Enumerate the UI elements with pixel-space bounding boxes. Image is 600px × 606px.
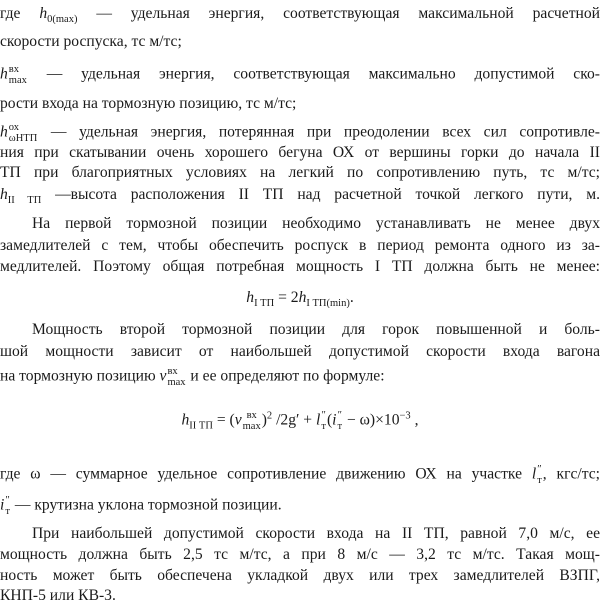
text-line: КНП-5 или КВ-3.: [0, 587, 116, 604]
symbol: h: [0, 65, 8, 83]
text-line: мощность должна быть 2,5 тс м/тс, а при 8 м/с — 3,2 тс м/тс. Такая мощ-: [0, 546, 600, 563]
text-line: где $h_{0(max)}$ — удельная энергия, соответствующая максимальной расчетной: [0, 5, 600, 24]
text-line: замедлителей с тем, чтобы обеспечить роспуск в период ремонта одного из за-: [0, 237, 600, 254]
text-line: i ″ т — крутизна уклона тормозной позиции.: [0, 495, 282, 517]
symbol: l: [531, 465, 537, 483]
symbol: i: [0, 496, 5, 514]
text-line: рости входа на тормозную позицию, тс м/тс;: [0, 95, 297, 112]
text-line: При наибольшей допустимой скорости входа на II ТП, равной 7,0 м/с, ее: [32, 525, 600, 542]
symbol: h: [0, 186, 8, 203]
text-line: медлителей. Поэтому общая потребная мощность I ТП должна быть не менее:: [0, 258, 600, 275]
text-line: ния при скатывании очень хорошего бегуна ОХ от вершины горки до начала II: [0, 144, 600, 161]
text-line: на тормозную позицию v вх max и ее определяют по формуле:: [0, 366, 385, 388]
text-line: h ох ωНТП — удельная энергия, потерянная при преодолении всех сил сопротивле-: [0, 122, 600, 144]
formula-1: $h_{I ТП} = 2h_{I ТП(min)}$.: [246, 289, 354, 308]
text-line: шой мощности зависит от наибольшей допустимой скорости входа вагона: [0, 343, 600, 360]
symbol: h: [0, 123, 8, 141]
symbol: h: [39, 5, 48, 22]
text-line: Мощность второй тормозной позиции для горок повышенной и боль-: [32, 321, 600, 338]
text-line: где ω — суммарное удельное сопротивление движению ОХ на участке l ″ т , кгс/тс;: [0, 464, 600, 486]
formula-2: $h_{II ТП} = (v$ вх max )$^2$ /2g′ + l ″ т (i ″ т − $\omega)\times 10^{-3}$ ,: [181, 410, 419, 432]
text-line: На первой тормозной позиции необходимо устанавливать не менее двух: [32, 215, 600, 232]
text-line: h вх max — удельная энергия, соответствующая максимально допустимой ско-: [0, 64, 600, 86]
text-line: $h_{II ТП}$ —высота расположения II ТП над расчетной точкой легкого пути, м.: [0, 186, 600, 205]
text-line: ность может быть обеспечена укладкой двух или трех замедлителей ВЗПГ,: [0, 567, 600, 584]
text-line: скорости роспуска, тс м/тс;: [0, 33, 182, 50]
symbol: v: [159, 367, 167, 385]
text-line: ТП при благоприятных условиях на легкий по сопротивлению путь, тс м/тс;: [0, 164, 600, 181]
